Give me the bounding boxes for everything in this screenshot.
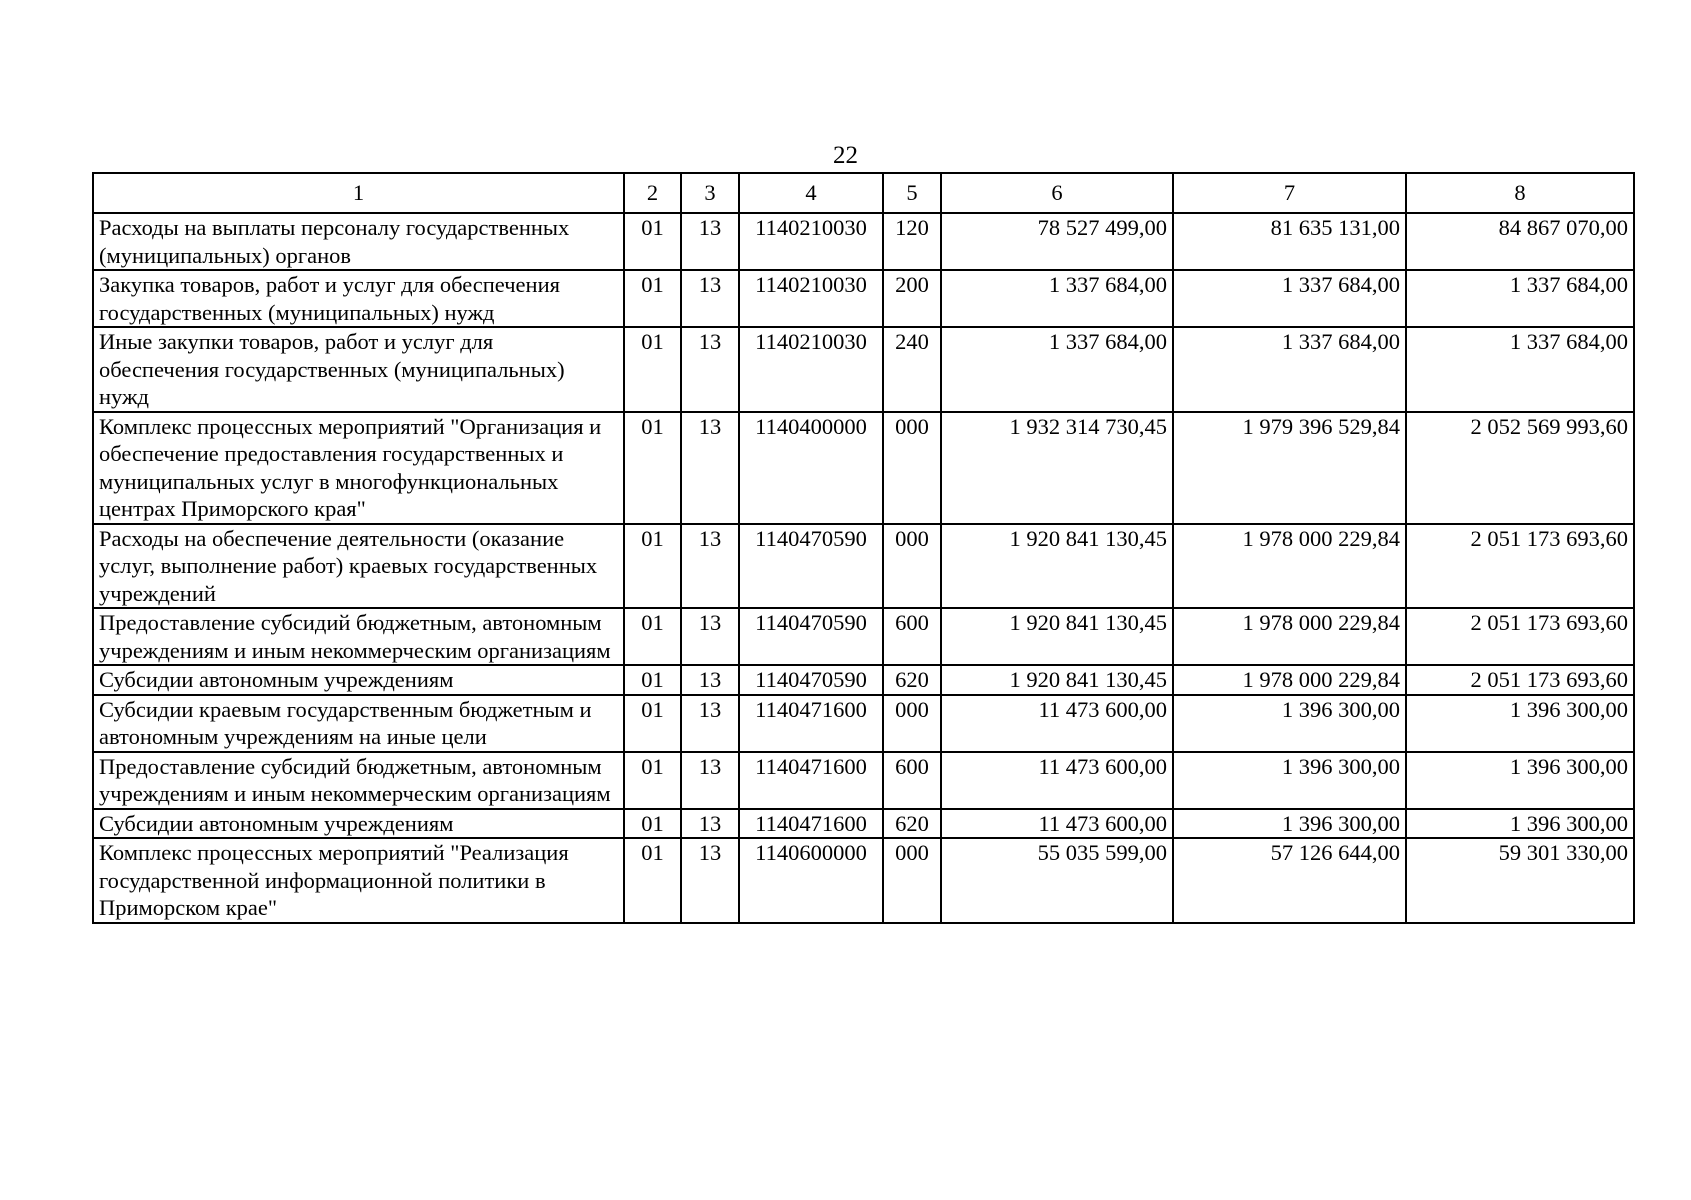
row-subsection: 13 xyxy=(681,213,739,270)
header-cell: 8 xyxy=(1406,173,1634,213)
row-subsection: 13 xyxy=(681,838,739,923)
row-expense-type: 620 xyxy=(883,665,941,695)
row-amount-col6: 11 473 600,00 xyxy=(941,809,1173,839)
table-row xyxy=(93,327,1634,412)
row-section: 01 xyxy=(624,752,681,809)
row-target-code: 1140210030 xyxy=(739,213,883,270)
row-subsection: 13 xyxy=(681,270,739,327)
row-section: 01 xyxy=(624,838,681,923)
row-section: 01 xyxy=(624,213,681,270)
row-name: Иные закупки товаров, работ и услуг для обеспечения государственных (муниципальных) нужд xyxy=(93,327,624,412)
row-target-code: 1140471600 xyxy=(739,752,883,809)
page-number: 22 xyxy=(833,142,858,169)
row-amount-col6: 1 932 314 730,45 xyxy=(941,412,1173,524)
row-amount-col6: 1 920 841 130,45 xyxy=(941,524,1173,609)
row-expense-type: 000 xyxy=(883,524,941,609)
row-section: 01 xyxy=(624,608,681,665)
row-amount-col6: 55 035 599,00 xyxy=(941,838,1173,923)
header-cell: 6 xyxy=(941,173,1173,213)
row-expense-type: 600 xyxy=(883,608,941,665)
table-row xyxy=(93,665,1634,695)
row-section: 01 xyxy=(624,665,681,695)
row-subsection: 13 xyxy=(681,695,739,752)
table-row xyxy=(93,412,1634,524)
table-row xyxy=(93,809,1634,839)
row-target-code: 1140600000 xyxy=(739,838,883,923)
row-amount-col8: 2 051 173 693,60 xyxy=(1406,665,1634,695)
row-amount-col6: 1 920 841 130,45 xyxy=(941,608,1173,665)
row-amount-col7: 1 396 300,00 xyxy=(1173,752,1406,809)
row-amount-col8: 2 051 173 693,60 xyxy=(1406,524,1634,609)
row-name: Предоставление субсидий бюджетным, автономным учреждениям и иным некоммерческим организациям xyxy=(93,752,624,809)
row-target-code: 1140470590 xyxy=(739,665,883,695)
row-amount-col8: 1 396 300,00 xyxy=(1406,809,1634,839)
table-row xyxy=(93,213,1634,270)
row-subsection: 13 xyxy=(681,608,739,665)
row-amount-col8: 84 867 070,00 xyxy=(1406,213,1634,270)
row-name: Предоставление субсидий бюджетным, автономным учреждениям и иным некоммерческим организациям xyxy=(93,608,624,665)
header-row xyxy=(93,173,1634,213)
row-target-code: 1140471600 xyxy=(739,695,883,752)
row-expense-type: 620 xyxy=(883,809,941,839)
row-target-code: 1140400000 xyxy=(739,412,883,524)
row-expense-type: 240 xyxy=(883,327,941,412)
row-subsection: 13 xyxy=(681,665,739,695)
row-amount-col8: 1 396 300,00 xyxy=(1406,695,1634,752)
row-amount-col7: 1 396 300,00 xyxy=(1173,695,1406,752)
row-expense-type: 000 xyxy=(883,412,941,524)
row-amount-col7: 1 337 684,00 xyxy=(1173,327,1406,412)
row-section: 01 xyxy=(624,524,681,609)
row-subsection: 13 xyxy=(681,809,739,839)
row-amount-col8: 1 337 684,00 xyxy=(1406,270,1634,327)
header-cell: 4 xyxy=(739,173,883,213)
row-section: 01 xyxy=(624,327,681,412)
header-cell: 5 xyxy=(883,173,941,213)
row-amount-col7: 1 337 684,00 xyxy=(1173,270,1406,327)
row-amount-col7: 1 396 300,00 xyxy=(1173,809,1406,839)
header-cell: 7 xyxy=(1173,173,1406,213)
row-amount-col6: 11 473 600,00 xyxy=(941,695,1173,752)
row-amount-col7: 57 126 644,00 xyxy=(1173,838,1406,923)
row-name: Субсидии автономным учреждениям xyxy=(93,665,624,695)
row-name: Субсидии краевым государственным бюджетным и автономным учреждениям на иные цели xyxy=(93,695,624,752)
row-amount-col6: 1 920 841 130,45 xyxy=(941,665,1173,695)
row-name: Расходы на обеспечение деятельности (оказание услуг, выполнение работ) краевых государственных учреждений xyxy=(93,524,624,609)
row-target-code: 1140470590 xyxy=(739,524,883,609)
row-amount-col8: 1 396 300,00 xyxy=(1406,752,1634,809)
row-subsection: 13 xyxy=(681,412,739,524)
table-row xyxy=(93,608,1634,665)
row-expense-type: 600 xyxy=(883,752,941,809)
row-section: 01 xyxy=(624,809,681,839)
row-target-code: 1140210030 xyxy=(739,327,883,412)
row-name: Комплекс процессных мероприятий "Реализация государственной информационной политики в Приморском крае" xyxy=(93,838,624,923)
row-name: Субсидии автономным учреждениям xyxy=(93,809,624,839)
row-amount-col7: 1 978 000 229,84 xyxy=(1173,524,1406,609)
row-expense-type: 000 xyxy=(883,695,941,752)
row-name: Комплекс процессных мероприятий "Организация и обеспечение предоставления государственных и муниципальных услуг в многофункциональных центрах Приморского края" xyxy=(93,412,624,524)
row-amount-col8: 2 052 569 993,60 xyxy=(1406,412,1634,524)
row-name: Закупка товаров, работ и услуг для обеспечения государственных (муниципальных) нужд xyxy=(93,270,624,327)
row-amount-col7: 1 978 000 229,84 xyxy=(1173,665,1406,695)
header-cell: 1 xyxy=(93,173,624,213)
header-cell: 3 xyxy=(681,173,739,213)
table-row xyxy=(93,695,1634,752)
row-expense-type: 200 xyxy=(883,270,941,327)
row-amount-col8: 59 301 330,00 xyxy=(1406,838,1634,923)
row-subsection: 13 xyxy=(681,327,739,412)
row-amount-col6: 1 337 684,00 xyxy=(941,270,1173,327)
row-section: 01 xyxy=(624,412,681,524)
row-amount-col7: 1 978 000 229,84 xyxy=(1173,608,1406,665)
row-amount-col8: 2 051 173 693,60 xyxy=(1406,608,1634,665)
row-expense-type: 000 xyxy=(883,838,941,923)
row-amount-col7: 81 635 131,00 xyxy=(1173,213,1406,270)
row-target-code: 1140471600 xyxy=(739,809,883,839)
row-amount-col8: 1 337 684,00 xyxy=(1406,327,1634,412)
header-cell: 2 xyxy=(624,173,681,213)
row-amount-col6: 11 473 600,00 xyxy=(941,752,1173,809)
row-target-code: 1140210030 xyxy=(739,270,883,327)
row-subsection: 13 xyxy=(681,752,739,809)
row-subsection: 13 xyxy=(681,524,739,609)
row-section: 01 xyxy=(624,695,681,752)
row-amount-col7: 1 979 396 529,84 xyxy=(1173,412,1406,524)
row-amount-col6: 1 337 684,00 xyxy=(941,327,1173,412)
row-name: Расходы на выплаты персоналу государственных (муниципальных) органов xyxy=(93,213,624,270)
budget-table xyxy=(92,172,1635,924)
table-row xyxy=(93,524,1634,609)
row-section: 01 xyxy=(624,270,681,327)
table-row xyxy=(93,838,1634,923)
table-row xyxy=(93,752,1634,809)
table-row xyxy=(93,270,1634,327)
row-amount-col6: 78 527 499,00 xyxy=(941,213,1173,270)
row-expense-type: 120 xyxy=(883,213,941,270)
row-target-code: 1140470590 xyxy=(739,608,883,665)
